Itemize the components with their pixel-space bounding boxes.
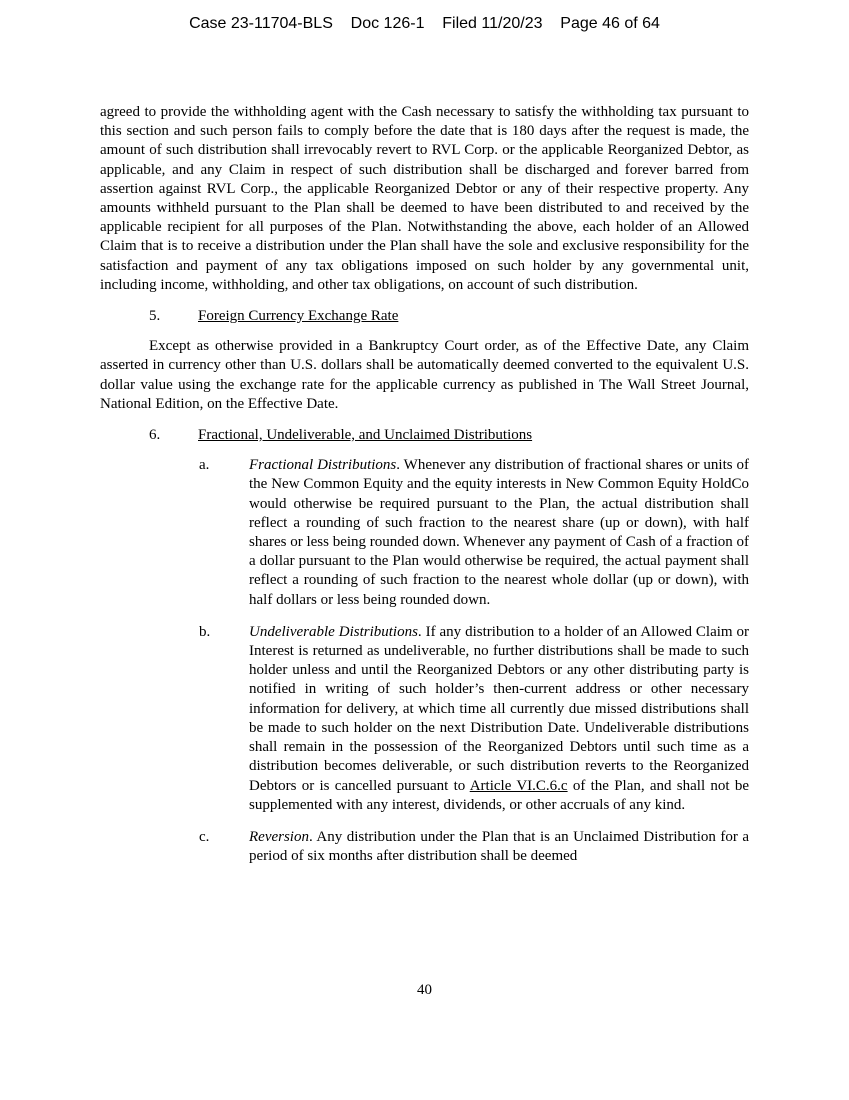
subsection-body <box>249 623 749 815</box>
section-number: 5. <box>149 308 161 325</box>
subsection-text-after: of the Plan, and shall not be supplemented with any interest, dividends, or other accruals of any kind. <box>249 777 749 813</box>
section-6-heading <box>100 426 749 445</box>
subsection-letter: a. <box>199 457 210 474</box>
section-5-paragraph: Except as otherwise provided in a Bankruptcy Court order, as of the Effective Date, any Claim asserted in currency other than U.S. dollars shall be automatically deemed converted to the equivalent U.S. dollar value using the exchange rate for the applicable currency as published in The Wall Street Journal, National Edition, on the Effective Date. <box>100 338 749 412</box>
subsection-letter: c. <box>199 828 210 845</box>
article-reference-link[interactable]: Article VI.C.6.c <box>469 777 568 794</box>
doc-number: Doc 126-1 <box>350 15 425 32</box>
subsection-heading: Undeliverable Distributions <box>249 623 418 640</box>
subsection-heading: Fractional Distributions <box>249 457 397 474</box>
subsection-b <box>100 623 749 815</box>
subsection-text: . If any distribution to a holder of an Allowed Claim or Interest is returned as undeliverable, no further distributions shall be made to such holder unless and until the Reorganized Debtors or any other distributing party is notified in writing of such holder’s then-current address or other necessary information for delivery, at which time all currently due missed distributions shall be made to such holder on the next Distribution Date. Undeliverable distributions shall remain in the possession of the Reorganized Debtors until such time as a distribution becomes deliverable, or such distribution reverts to the Reorganized Debtors or is cancelled pursuant to <box>249 623 749 794</box>
subsection-a <box>100 456 749 610</box>
subsection-heading: Reversion <box>249 828 309 845</box>
case-number: Case 23-11704-BLS <box>189 15 333 32</box>
document-body <box>100 103 749 866</box>
section-title: Foreign Currency Exchange Rate <box>198 308 399 325</box>
subsection-body <box>249 456 749 610</box>
intro-paragraph: agreed to provide the withholding agent with the Cash necessary to satisfy the withholding tax pursuant to this section and such person fails to comply before the date that is 180 days after the request is made, the amount of such distribution shall irrevocably revert to RVL Corp. or the applicable Reorganized Debtor, as applicable, and any Claim in respect of such distribution shall be discharged and forever barred from assertion against RVL Corp., the applicable Reorganized Debtor or any of their respective property. Any amounts withheld pursuant to the Plan shall be deemed to have been distributed to and received by the applicable recipient for all purposes of the Plan. Notwithstanding the above, each holder of an Allowed Claim that is to receive a distribution under the Plan shall have the sole and exclusive responsibility for the satisfaction and payment of any tax obligations imposed on such holder by any governmental unit, including income, withholding, and other tax obligations, on account of such distribution. <box>100 104 749 293</box>
page-of: Page 46 of 64 <box>560 15 660 32</box>
section-title: Fractional, Undeliverable, and Unclaimed Distributions <box>198 427 533 444</box>
case-header <box>0 15 849 33</box>
subsection-c <box>100 828 749 866</box>
subsection-letter: b. <box>199 623 211 640</box>
filed-date: Filed 11/20/23 <box>442 15 543 32</box>
subsection-text: . Any distribution under the Plan that is an Unclaimed Distribution for a period of six months after distribution shall be deemed <box>249 828 749 865</box>
subsection-body <box>249 828 749 866</box>
section-number: 6. <box>149 427 161 444</box>
page-number: 40 <box>417 982 432 998</box>
section-5-heading <box>100 307 749 326</box>
subsection-text: . Whenever any distribution of fractional shares or units of the New Common Equity and the equity interests in New Common Equity HoldCo would otherwise be required pursuant to the Plan, the actual distribution shall reflect a rounding of such fraction to the nearest share (up or down), with half shares or less being rounded down. Whenever any payment of Cash of a fraction of a dollar pursuant to the Plan would otherwise be required, the actual payment shall reflect a rounding of such fraction to the nearest whole dollar (up or down), with half dollars or less being rounded down. <box>249 457 750 608</box>
